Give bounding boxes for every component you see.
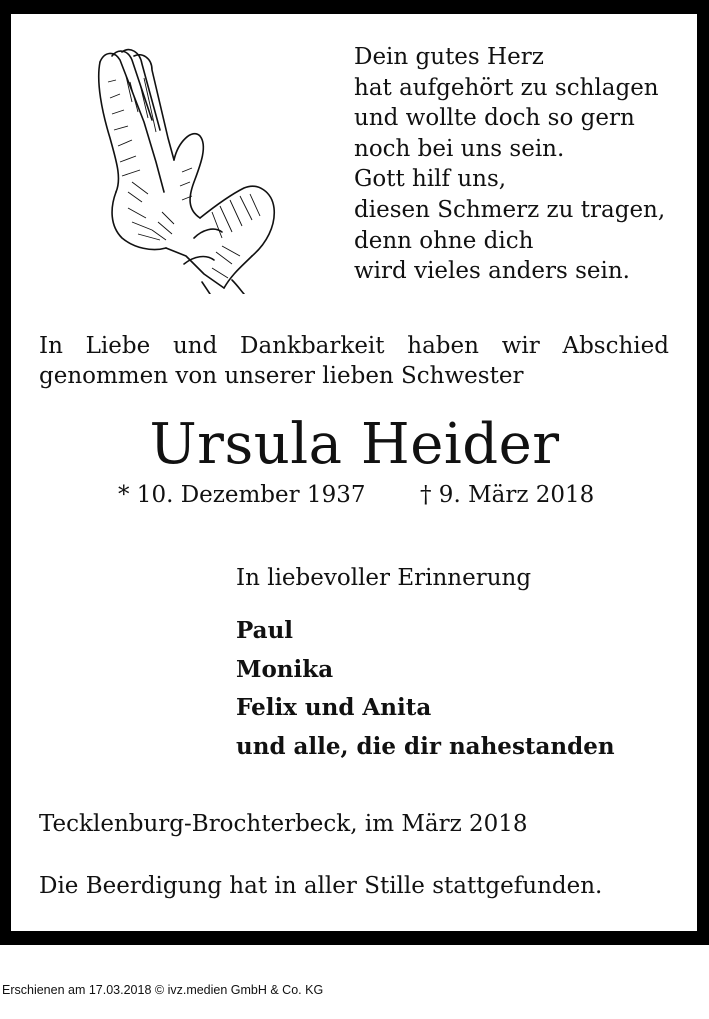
mourner-name: Monika (236, 655, 334, 683)
publication-footer: Erschienen am 17.03.2018 © ivz.medien GmbH & Co. KG (2, 983, 324, 997)
mourners-list (236, 612, 615, 766)
mourner-name: und alle, die dir nahestanden (236, 732, 615, 760)
funeral-note: Die Beerdigung hat in aller Stille stattgefunden. (39, 873, 603, 899)
poem-line: wird vieles anders sein. (354, 258, 630, 285)
poem-line: Dein gutes Herz (354, 44, 544, 70)
mourner-name: Felix und Anita (236, 694, 432, 722)
poem-line: denn ohne dich (354, 227, 534, 254)
poem (354, 42, 665, 287)
birth-date: * 10. Dezember 1937 (118, 482, 366, 508)
intro-line-2: genommen von unserer lieben Schwester (39, 363, 524, 389)
intro-text (39, 331, 669, 391)
praying-hands-icon (82, 42, 282, 294)
deceased-name: Ursula Heider (149, 412, 560, 477)
poem-line: hat aufgehört zu schlagen (354, 74, 659, 101)
memory-line: In liebevoller Erinnerung (236, 565, 532, 591)
place-date: Tecklenburg-Brochterbeck, im März 2018 (39, 811, 528, 837)
poem-line: und wollte doch so gern (354, 105, 635, 132)
mourner-name: Paul (236, 617, 294, 644)
poem-line: noch bei uns sein. (354, 135, 565, 162)
poem-line: diesen Schmerz zu tragen, (354, 196, 666, 223)
poem-line: Gott hilf uns, (354, 166, 507, 193)
death-date: † 9. März 2018 (420, 482, 595, 508)
intro-line-1: In Liebe und Dankbarkeit haben wir Abschied (39, 333, 669, 359)
